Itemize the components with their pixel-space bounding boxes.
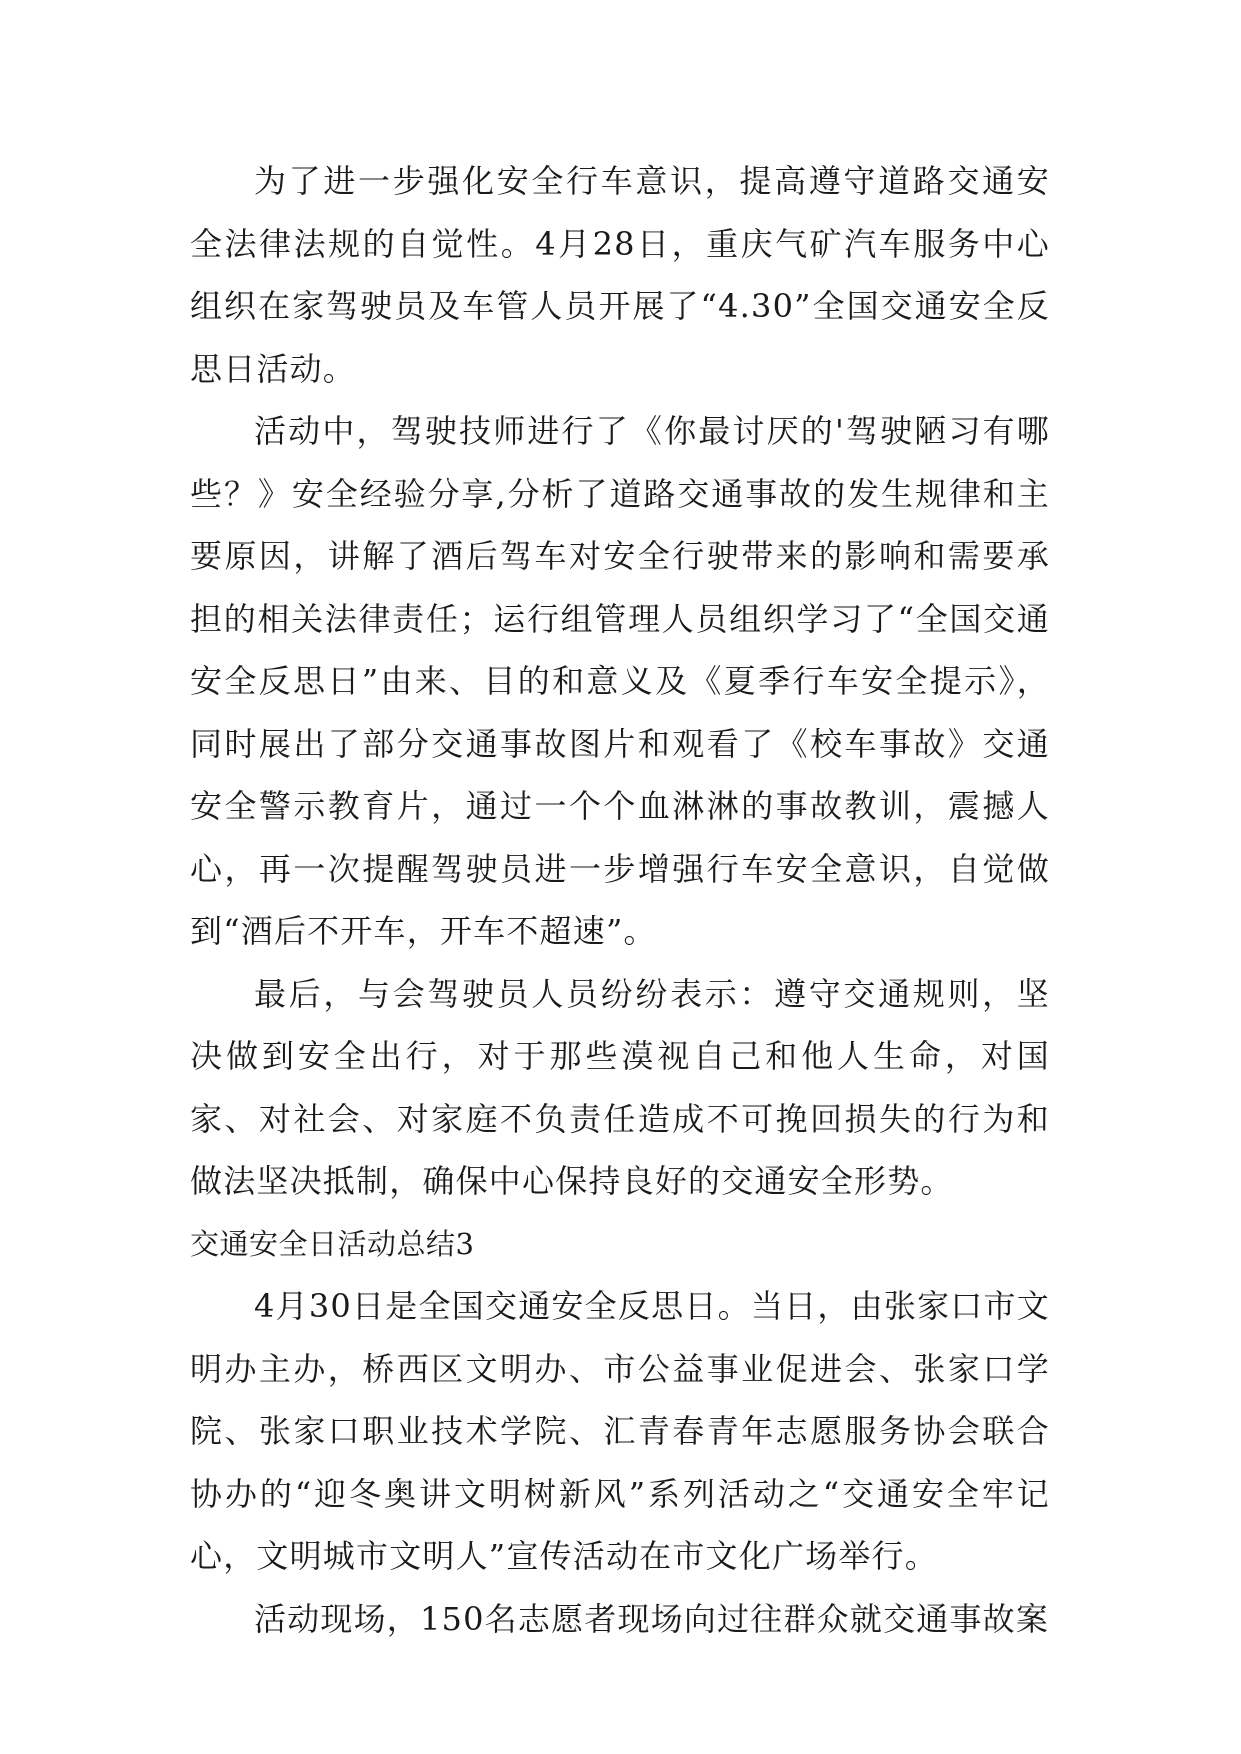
section-heading: 交通安全日活动总结3 bbox=[190, 1226, 475, 1261]
paragraph-section-intro: 4月30日是全国交通安全反思日。当日，由张家口市文明办主办，桥西区文明办、市公益事业促进会、张家口学院、张家口职业技术学院、汇青春青年志愿服务协会联合协办的“迎冬奥讲文明树新风”系列活动之“交通安全牢记心，文明城市文明人”宣传活动在市文化广场举行。 bbox=[190, 1287, 1050, 1575]
paragraph-activity: 活动中，驾驶技师进行了《你最讨厌的'驾驶陋习有哪些？》安全经验分享,分析了道路交通事故的发生规律和主要原因，讲解了酒后驾车对安全行驶带来的影响和需要承担的相关法律责任；运行组管理人员组织学习了“全国交通安全反思日”由来、目的和意义及《夏季行车安全提示》，同时展出了部分交通事故图片和观看了《校车事故》交通安全警示教育片，通过一个个血淋淋的事故教训，震撼人心，再一次提醒驾驶员进一步增强行车安全意识，自觉做到“酒后不开车，开车不超速”。 bbox=[190, 412, 1050, 950]
paragraph-section-activity: 活动现场，150名志愿者现场向过往群众就交通事故案 bbox=[254, 1599, 1050, 1638]
paragraph-conclusion: 最后，与会驾驶员人员纷纷表示：遵守交通规则，坚决做到安全出行，对于那些漠视自己和他人生命，对国家、对社会、对家庭不负责任造成不可挽回损失的行为和做法坚决抵制，确保中心保持良好的交通安全形势。 bbox=[190, 974, 1050, 1200]
document-page bbox=[190, 150, 1050, 1650]
paragraph-intro: 为了进一步强化安全行车意识，提高遵守道路交通安全法律法规的自觉性。4月28日，重庆气矿汽车服务中心组织在家驾驶员及车管人员开展了“4.30”全国交通安全反思日活动。 bbox=[190, 162, 1050, 388]
